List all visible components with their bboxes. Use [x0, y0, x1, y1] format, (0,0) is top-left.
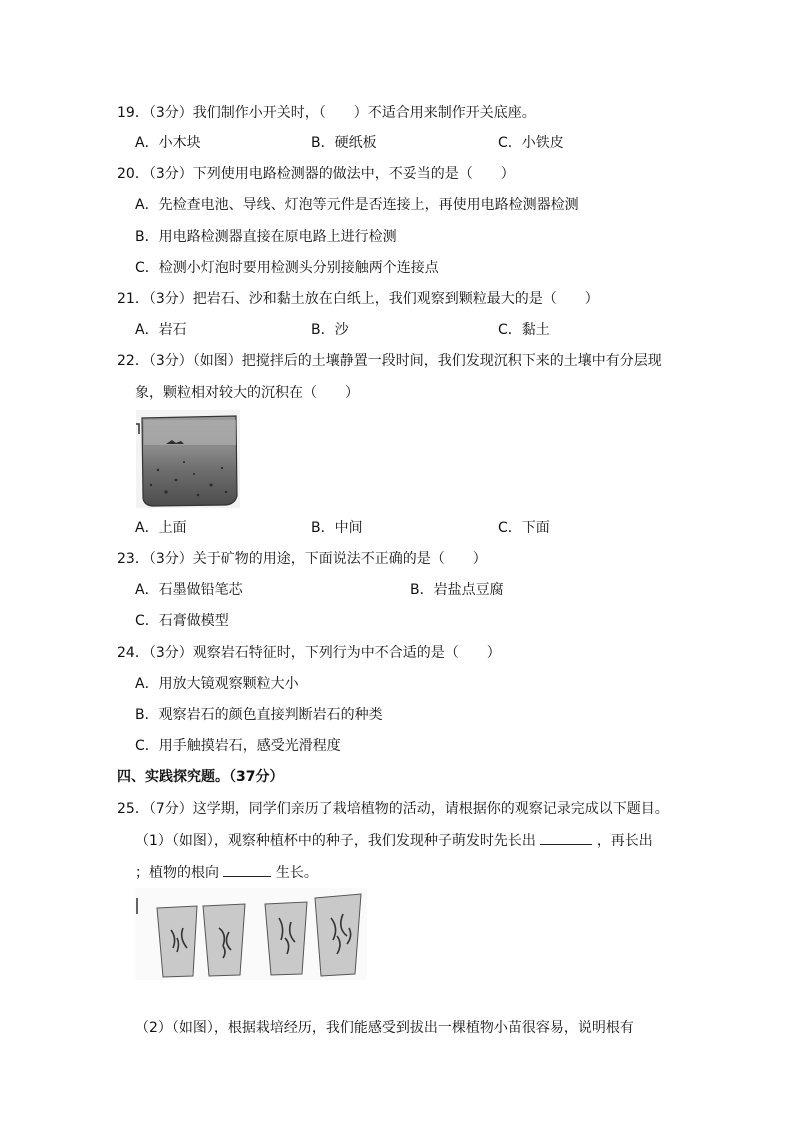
q25-part1-line1: [135, 830, 653, 851]
soil-sediment-photo: [136, 410, 240, 508]
q23-option-c: C．石膏做模型: [135, 613, 229, 629]
q23-option-a: A．石墨做铅笔芯: [135, 582, 243, 598]
section-heading: 四、实践探究题。（37分）: [117, 769, 284, 785]
q23-stem: 23．（3分）关于矿物的用途，下面说法不正确的是（ ）: [117, 551, 487, 567]
q24-option-c: C．用手触摸岩石，感受光滑程度: [135, 738, 341, 754]
seedling-cups-photo: [135, 888, 367, 980]
q19-option-b: B．硬纸板: [311, 135, 377, 151]
q24-option-a: A．用放大镜观察颗粒大小: [135, 676, 299, 692]
q21-stem: 21．（3分）把岩石、沙和黏土放在白纸上，我们观察到颗粒最大的是（ ）: [117, 291, 599, 307]
q20-stem: 20．（3分）下列使用电路检测器的做法中，不妥当的是（ ）: [117, 166, 515, 182]
q25-part2-line1: （2）（如图），根据栽培经历，我们能感受到拔出一棵植物小苗很容易，说明根有: [135, 1020, 634, 1036]
q20-option-a: A．先检查电池、导线、灯泡等元件是否连接上，再使用电路检测器检测: [135, 197, 579, 213]
q25-stem: 25．（7分）这学期，同学们亲历了栽培植物的活动，请根据你的观察记录完成以下题目。: [117, 801, 669, 817]
q25-part1-text-d: 生长。: [275, 865, 318, 881]
q20-option-c: C．检测小灯泡时要用检测头分别接触两个连接点: [135, 260, 439, 276]
q19-option-c: C．小铁皮: [498, 135, 564, 151]
q23-option-b: B．岩盐点豆腐: [410, 582, 504, 598]
q21-option-c: C．黏土: [498, 322, 550, 338]
q25-part1-text-c: ；植物的根向: [135, 865, 219, 881]
q19-stem: 19．（3分）我们制作小开关时，（ ）不适合用来制作开关底座。: [117, 105, 536, 121]
q19-option-a: A．小木块: [135, 135, 201, 151]
q20-option-b: B．用电路检测器直接在原电路上进行检测: [135, 229, 397, 245]
q25-part1-line2: [135, 862, 318, 883]
q21-option-b: B．沙: [311, 322, 349, 338]
q24-option-b: B．观察岩石的颜色直接判断岩石的种类: [135, 707, 383, 723]
q25-part1-text-a: （1）（如图），观察种植杯中的种子，我们发现种子萌发时先长出: [135, 833, 536, 849]
answer-blank-2[interactable]: [223, 862, 271, 877]
answer-blank-1[interactable]: [540, 830, 592, 845]
q22-stem-line1: 22．（3分）（如图）把搅拌后的土壤静置一段时间，我们发现沉积下来的土壤中有分层现: [117, 353, 662, 369]
q22-option-c: C．下面: [498, 520, 550, 536]
q24-stem: 24．（3分）观察岩石特征时，下列行为中不合适的是（ ）: [117, 645, 501, 661]
q22-stem-line2: 象，颗粒相对较大的沉积在（ ）: [135, 385, 359, 401]
q22-option-b: B．中间: [311, 520, 363, 536]
q25-part1-text-b: ，再长出: [596, 833, 653, 849]
q22-option-a: A．上面: [135, 520, 187, 536]
q21-option-a: A．岩石: [135, 322, 187, 338]
